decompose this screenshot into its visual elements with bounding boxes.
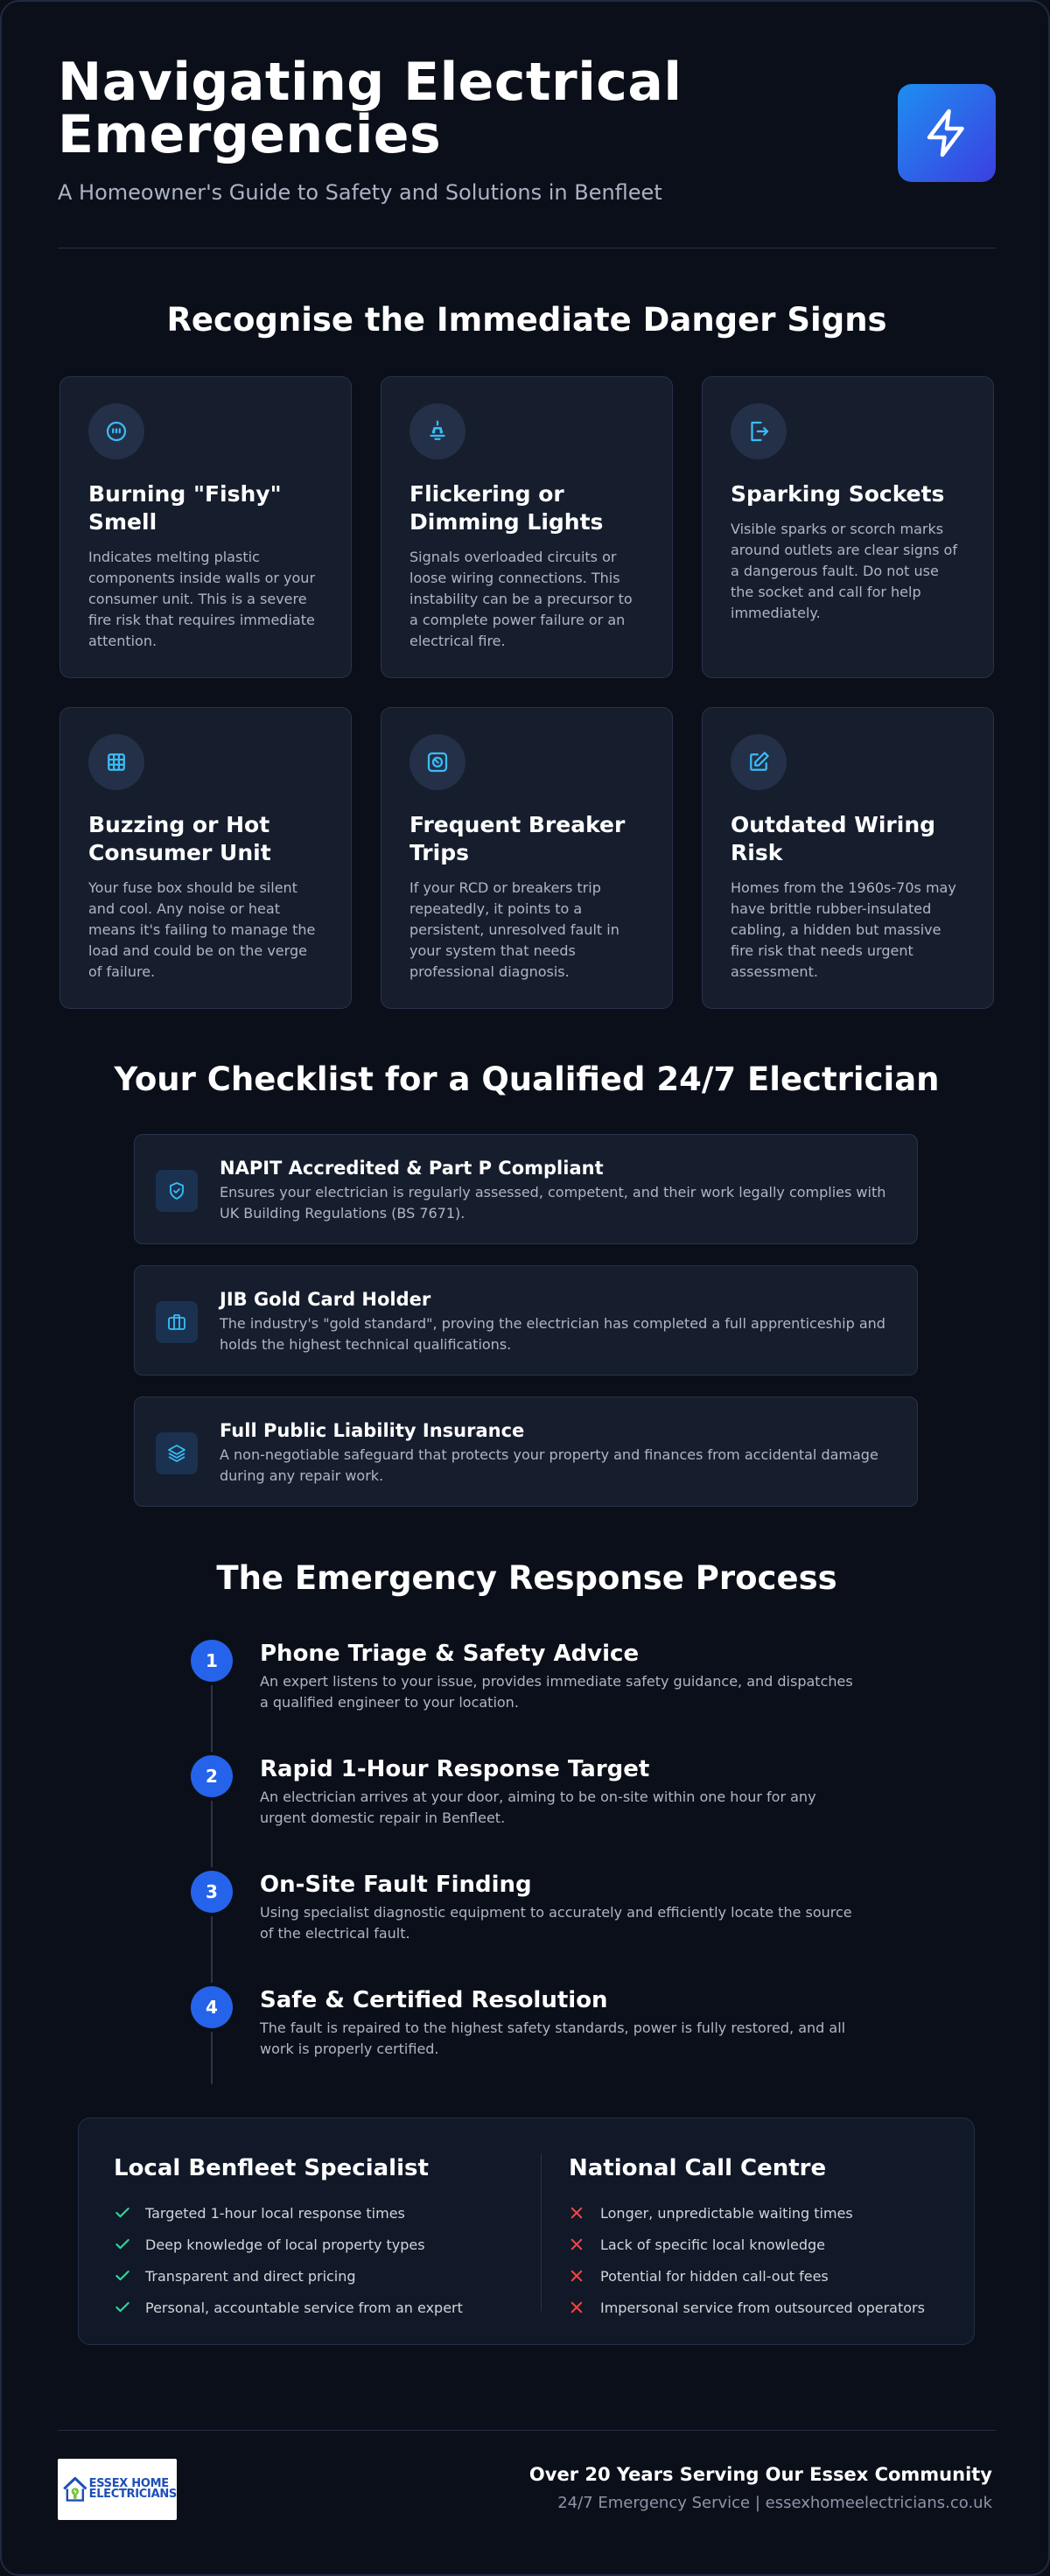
step-title: Phone Triage & Safety Advice bbox=[260, 1641, 640, 1667]
card-text: Visible sparks or scorch marks around outlets are clear signs of a dangerous fault. Do not use the socket and call for help immediately. bbox=[731, 521, 957, 621]
local-benefit-text: Targeted 1-hour local response times bbox=[145, 2204, 405, 2222]
header bbox=[58, 52, 996, 248]
process-heading: The Emergency Response Process bbox=[216, 1559, 837, 1597]
local-benefit-item bbox=[114, 2292, 516, 2323]
danger-card bbox=[60, 707, 352, 1009]
check-icon bbox=[114, 2204, 145, 2222]
check-icon bbox=[114, 2267, 145, 2285]
danger-card bbox=[381, 707, 673, 1009]
national-drawback-text: Potential for hidden call-out fees bbox=[600, 2267, 829, 2285]
national-drawback-text: Lack of specific local knowledge bbox=[600, 2236, 826, 2253]
footer-contact: 24/7 Emergency Service | essexhomeelectricians.co.uk bbox=[557, 2494, 992, 2512]
card-text: Signals overloaded circuits or loose wiring connections. This instability can be a precursor to a complete power failure or an electrical fire. bbox=[410, 549, 633, 649]
card-title: Outdated Wiring Risk bbox=[731, 812, 936, 865]
step-title: Safe & Certified Resolution bbox=[260, 1987, 608, 2013]
national-drawback-item bbox=[569, 2292, 971, 2323]
cross-icon bbox=[569, 2236, 600, 2252]
step-number: 3 bbox=[191, 1871, 233, 1913]
step-text: The fault is repaired to the highest safety standards, power is fully restored, and all work is properly certified. bbox=[260, 2020, 846, 2057]
danger-card bbox=[60, 376, 352, 678]
danger-card bbox=[702, 707, 994, 1009]
cross-icon bbox=[569, 2300, 600, 2315]
national-drawback-item bbox=[569, 2260, 971, 2292]
smell-icon bbox=[88, 403, 144, 459]
local-benefit-text: Personal, accountable service from an expert bbox=[145, 2299, 463, 2316]
card-text: If your RCD or breakers trip repeatedly, it points to a persistent, unresolved fault in your system that needs professional diagnosis. bbox=[410, 879, 620, 980]
cross-icon bbox=[569, 2205, 600, 2221]
national-drawback-item bbox=[569, 2229, 971, 2260]
card-title: Sparking Sockets bbox=[731, 481, 945, 507]
card-text: Indicates melting plastic components inside walls or your consumer unit. This is a severe fire risk that requires immediate attention. bbox=[88, 549, 316, 649]
checklist-item bbox=[134, 1396, 918, 1507]
card-title: Flickering or Dimming Lights bbox=[410, 481, 604, 535]
checklist-text: The industry's "gold standard", proving the electrician has completed a full apprenticeship and holds the highest technical qualifications. bbox=[220, 1315, 886, 1353]
local-benefit-item bbox=[114, 2229, 516, 2260]
card-title: Frequent Breaker Trips bbox=[410, 812, 626, 865]
edit-pencil-icon bbox=[731, 734, 787, 790]
cross-icon bbox=[569, 2268, 600, 2284]
layers-icon bbox=[156, 1432, 198, 1474]
checklist-item bbox=[134, 1134, 918, 1244]
logo-text-line2: ELECTRICIANS bbox=[88, 2488, 177, 2501]
step-text: An expert listens to your issue, provides immediate safety guidance, and dispatches a qualified engineer to your location. bbox=[260, 1673, 853, 1711]
briefcase-icon bbox=[156, 1301, 198, 1343]
fuse-box-grid-icon bbox=[88, 734, 144, 790]
check-icon bbox=[114, 2236, 145, 2253]
step-number: 1 bbox=[191, 1640, 233, 1682]
step-title: Rapid 1-Hour Response Target bbox=[260, 1756, 650, 1782]
national-drawback-text: Longer, unpredictable waiting times bbox=[600, 2204, 853, 2222]
shield-check-icon bbox=[156, 1170, 198, 1212]
lightning-bolt-icon bbox=[898, 84, 996, 182]
card-text: Your fuse box should be silent and cool. Any noise or heat means it's failing to manage the load and could be on the verge of failure. bbox=[88, 879, 316, 980]
local-benefit-text: Transparent and direct pricing bbox=[145, 2267, 356, 2285]
danger-card bbox=[702, 376, 994, 678]
checklist-heading: Your Checklist for a Qualified 24/7 Electrician bbox=[114, 1060, 940, 1098]
local-benefit-item bbox=[114, 2260, 516, 2292]
checklist-title: JIB Gold Card Holder bbox=[220, 1289, 431, 1310]
checklist-title: NAPIT Accredited & Part P Compliant bbox=[220, 1158, 604, 1179]
local-benefit-text: Deep knowledge of local property types bbox=[145, 2236, 425, 2253]
national-call-centre-column bbox=[569, 2155, 971, 2323]
page-subtitle: A Homeowner's Guide to Safety and Solutions in Benfleet bbox=[58, 180, 662, 205]
ceiling-light-icon bbox=[410, 403, 466, 459]
local-benefit-item bbox=[114, 2197, 516, 2229]
national-column-title: National Call Centre bbox=[569, 2155, 827, 2181]
logo-text-line1: ESSEX HOME bbox=[88, 2477, 169, 2490]
socket-plug-icon bbox=[731, 403, 787, 459]
local-specialist-column bbox=[114, 2155, 516, 2323]
local-column-title: Local Benfleet Specialist bbox=[114, 2155, 429, 2181]
step-text: Using specialist diagnostic equipment to accurately and efficiently locate the source of the electrical fault. bbox=[260, 1904, 852, 1942]
checklist-text: Ensures your electrician is regularly assessed, competent, and their work legally complies with UK Building Regulations (BS 7671). bbox=[220, 1184, 886, 1222]
national-drawback-text: Impersonal service from outsourced operators bbox=[600, 2299, 925, 2316]
page-title: Navigating Electrical Emergencies bbox=[58, 52, 682, 165]
breaker-gauge-icon bbox=[410, 734, 466, 790]
step-number: 2 bbox=[191, 1755, 233, 1797]
footer-divider bbox=[58, 2430, 996, 2431]
step-number: 4 bbox=[191, 1986, 233, 2028]
footer-tagline: Over 20 Years Serving Our Essex Community bbox=[528, 2464, 992, 2485]
checklist-title: Full Public Liability Insurance bbox=[220, 1420, 525, 1441]
company-logo bbox=[58, 2459, 177, 2520]
card-title: Buzzing or Hot Consumer Unit bbox=[88, 812, 271, 865]
card-title: Burning "Fishy" Smell bbox=[88, 481, 282, 535]
house-logo-icon bbox=[63, 2466, 88, 2513]
comparison-divider bbox=[541, 2153, 542, 2311]
step-title: On-Site Fault Finding bbox=[260, 1872, 532, 1898]
national-drawback-item bbox=[569, 2197, 971, 2229]
comparison-panel bbox=[78, 2118, 975, 2345]
check-icon bbox=[114, 2299, 145, 2316]
danger-card bbox=[381, 376, 673, 678]
checklist-item bbox=[134, 1265, 918, 1376]
danger-heading: Recognise the Immediate Danger Signs bbox=[166, 301, 887, 339]
step-text: An electrician arrives at your door, aiming to be on-site within one hour for any urgent domestic repair in Benfleet. bbox=[260, 1788, 816, 1826]
card-text: Homes from the 1960s-70s may have brittle rubber-insulated cabling, a hidden but massive fire risk that needs urgent assessment. bbox=[731, 879, 956, 980]
checklist-text: A non-negotiable safeguard that protects your property and finances from accidental damage during any repair work. bbox=[220, 1446, 878, 1484]
